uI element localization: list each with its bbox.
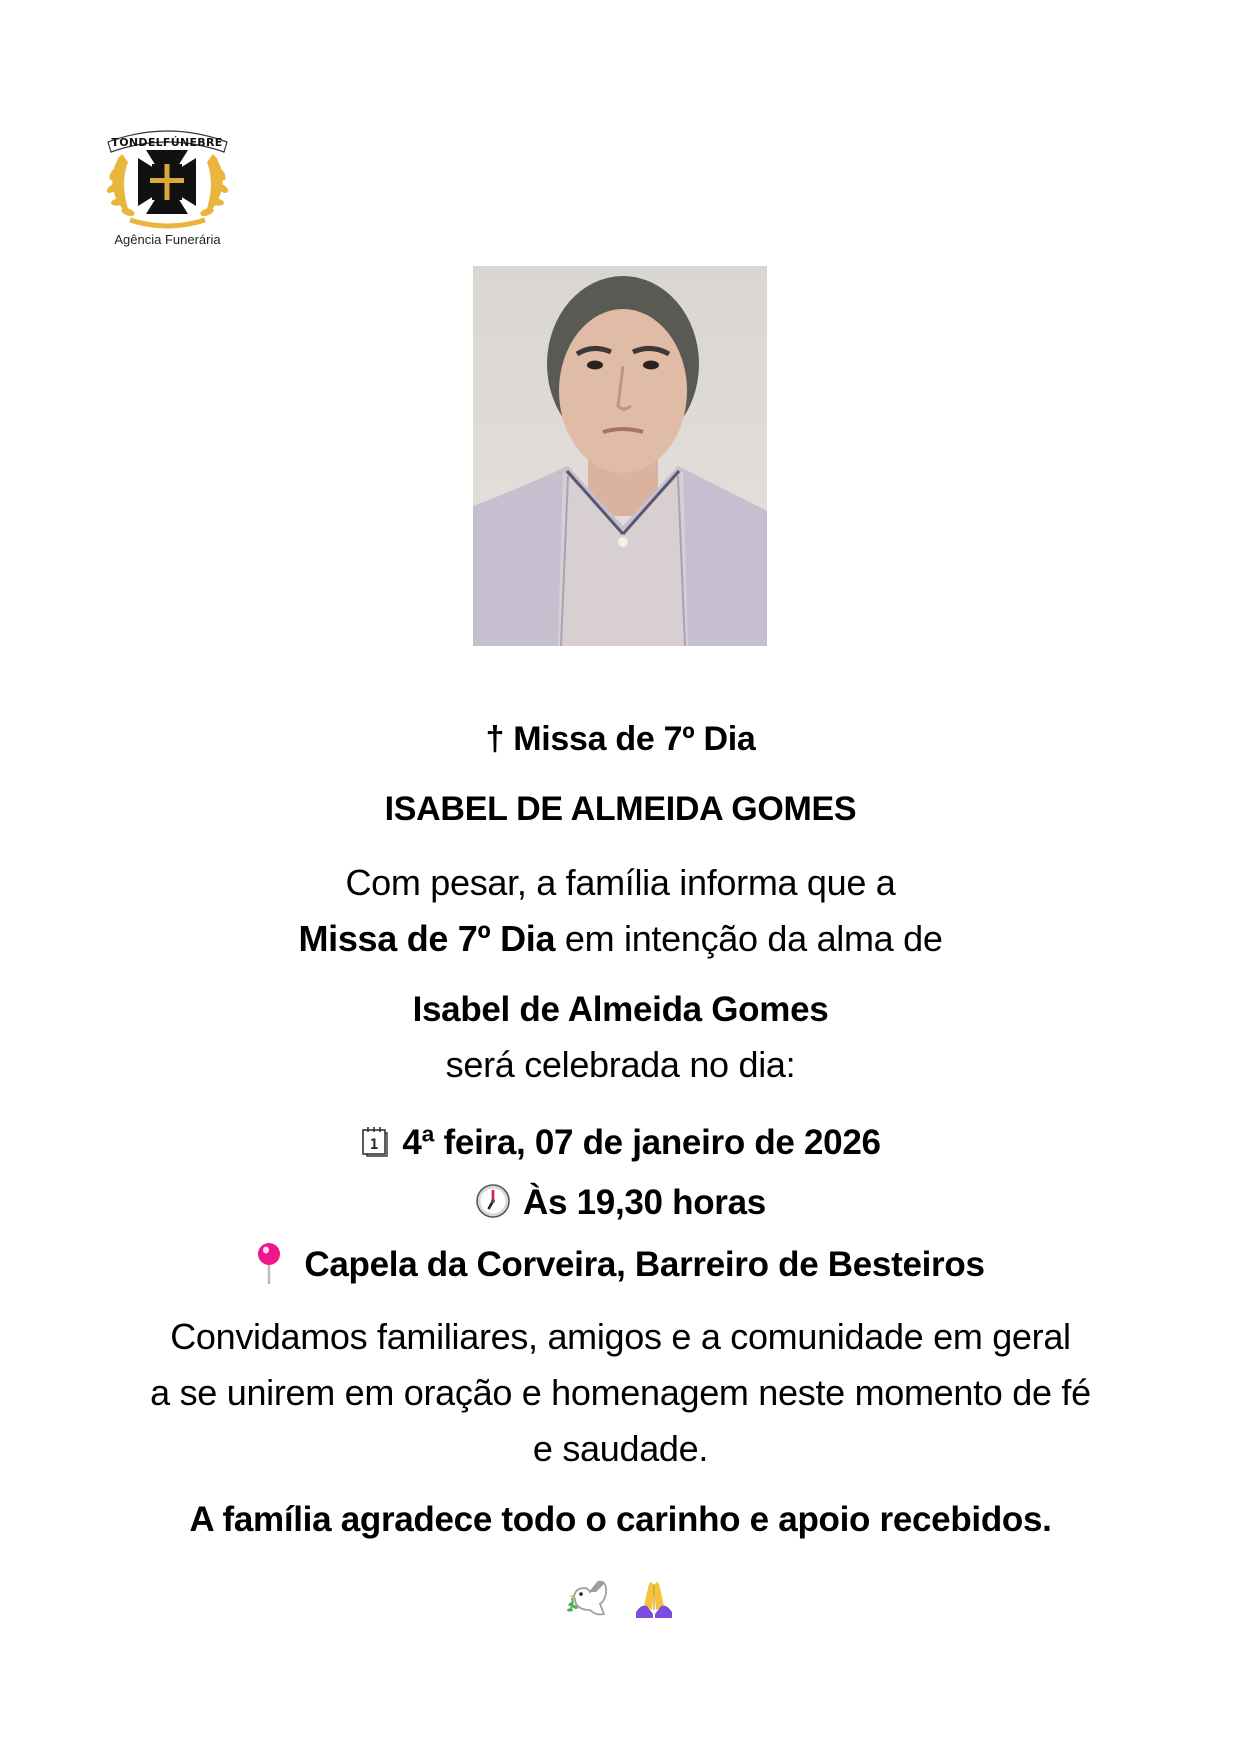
mass-location-text: Capela da Corveira, Barreiro de Besteiros: [304, 1245, 985, 1284]
logo-caption: Agência Funerária: [114, 232, 221, 247]
portrait-image: [473, 266, 767, 646]
notice-title: [0, 720, 1241, 759]
dagger-cross-icon: †: [485, 720, 505, 758]
closing-emojis: [0, 1578, 1241, 1629]
intro-line-1: Com pesar, a família informa que a: [345, 862, 896, 903]
maltese-cross-laurel-icon: [100, 124, 235, 229]
mass-location: [0, 1245, 1241, 1288]
intro-line-2: [0, 918, 1241, 960]
notice-title-text: Missa de 7º Dia: [513, 720, 756, 758]
invitation-line-1: Convidamos familiares, amigos e a comunidade em geral: [170, 1316, 1071, 1357]
mass-time: [0, 1183, 1241, 1223]
mass-date: [0, 1123, 1241, 1163]
praying-hands-icon: [633, 1578, 675, 1629]
deceased-name: Isabel de Almeida Gomes: [412, 990, 829, 1029]
celebration-text: será celebrada no dia:: [445, 1044, 796, 1085]
svg-text:TONDELFÚNEBRE: TONDELFÚNEBRE: [111, 136, 223, 149]
mass-time-text: Às 19,30 horas: [523, 1183, 766, 1222]
funeral-agency-logo: [100, 124, 235, 254]
mass-date-text: 4ª feira, 07 de janeiro de 2026: [402, 1123, 881, 1162]
intro-line-2-bold: Missa de 7º Dia: [298, 918, 556, 959]
dove-icon: [566, 1578, 612, 1629]
invitation-line-2: a se unirem em oração e homenagem neste momento de fé: [150, 1372, 1091, 1413]
intro-line-2-rest: em intenção da alma de: [555, 918, 943, 959]
deceased-portrait-photo: [473, 266, 767, 646]
pushpin-icon: [256, 1242, 282, 1284]
calendar-icon: [360, 1125, 390, 1157]
family-thanks: A família agradece todo o carinho e apoio recebidos.: [189, 1500, 1052, 1539]
deceased-name-heading: ISABEL DE ALMEIDA GOMES: [384, 790, 857, 828]
invitation-line-3: e saudade.: [532, 1428, 709, 1469]
clock-icon: [475, 1183, 511, 1219]
svg-text:1: 1: [370, 1136, 379, 1153]
